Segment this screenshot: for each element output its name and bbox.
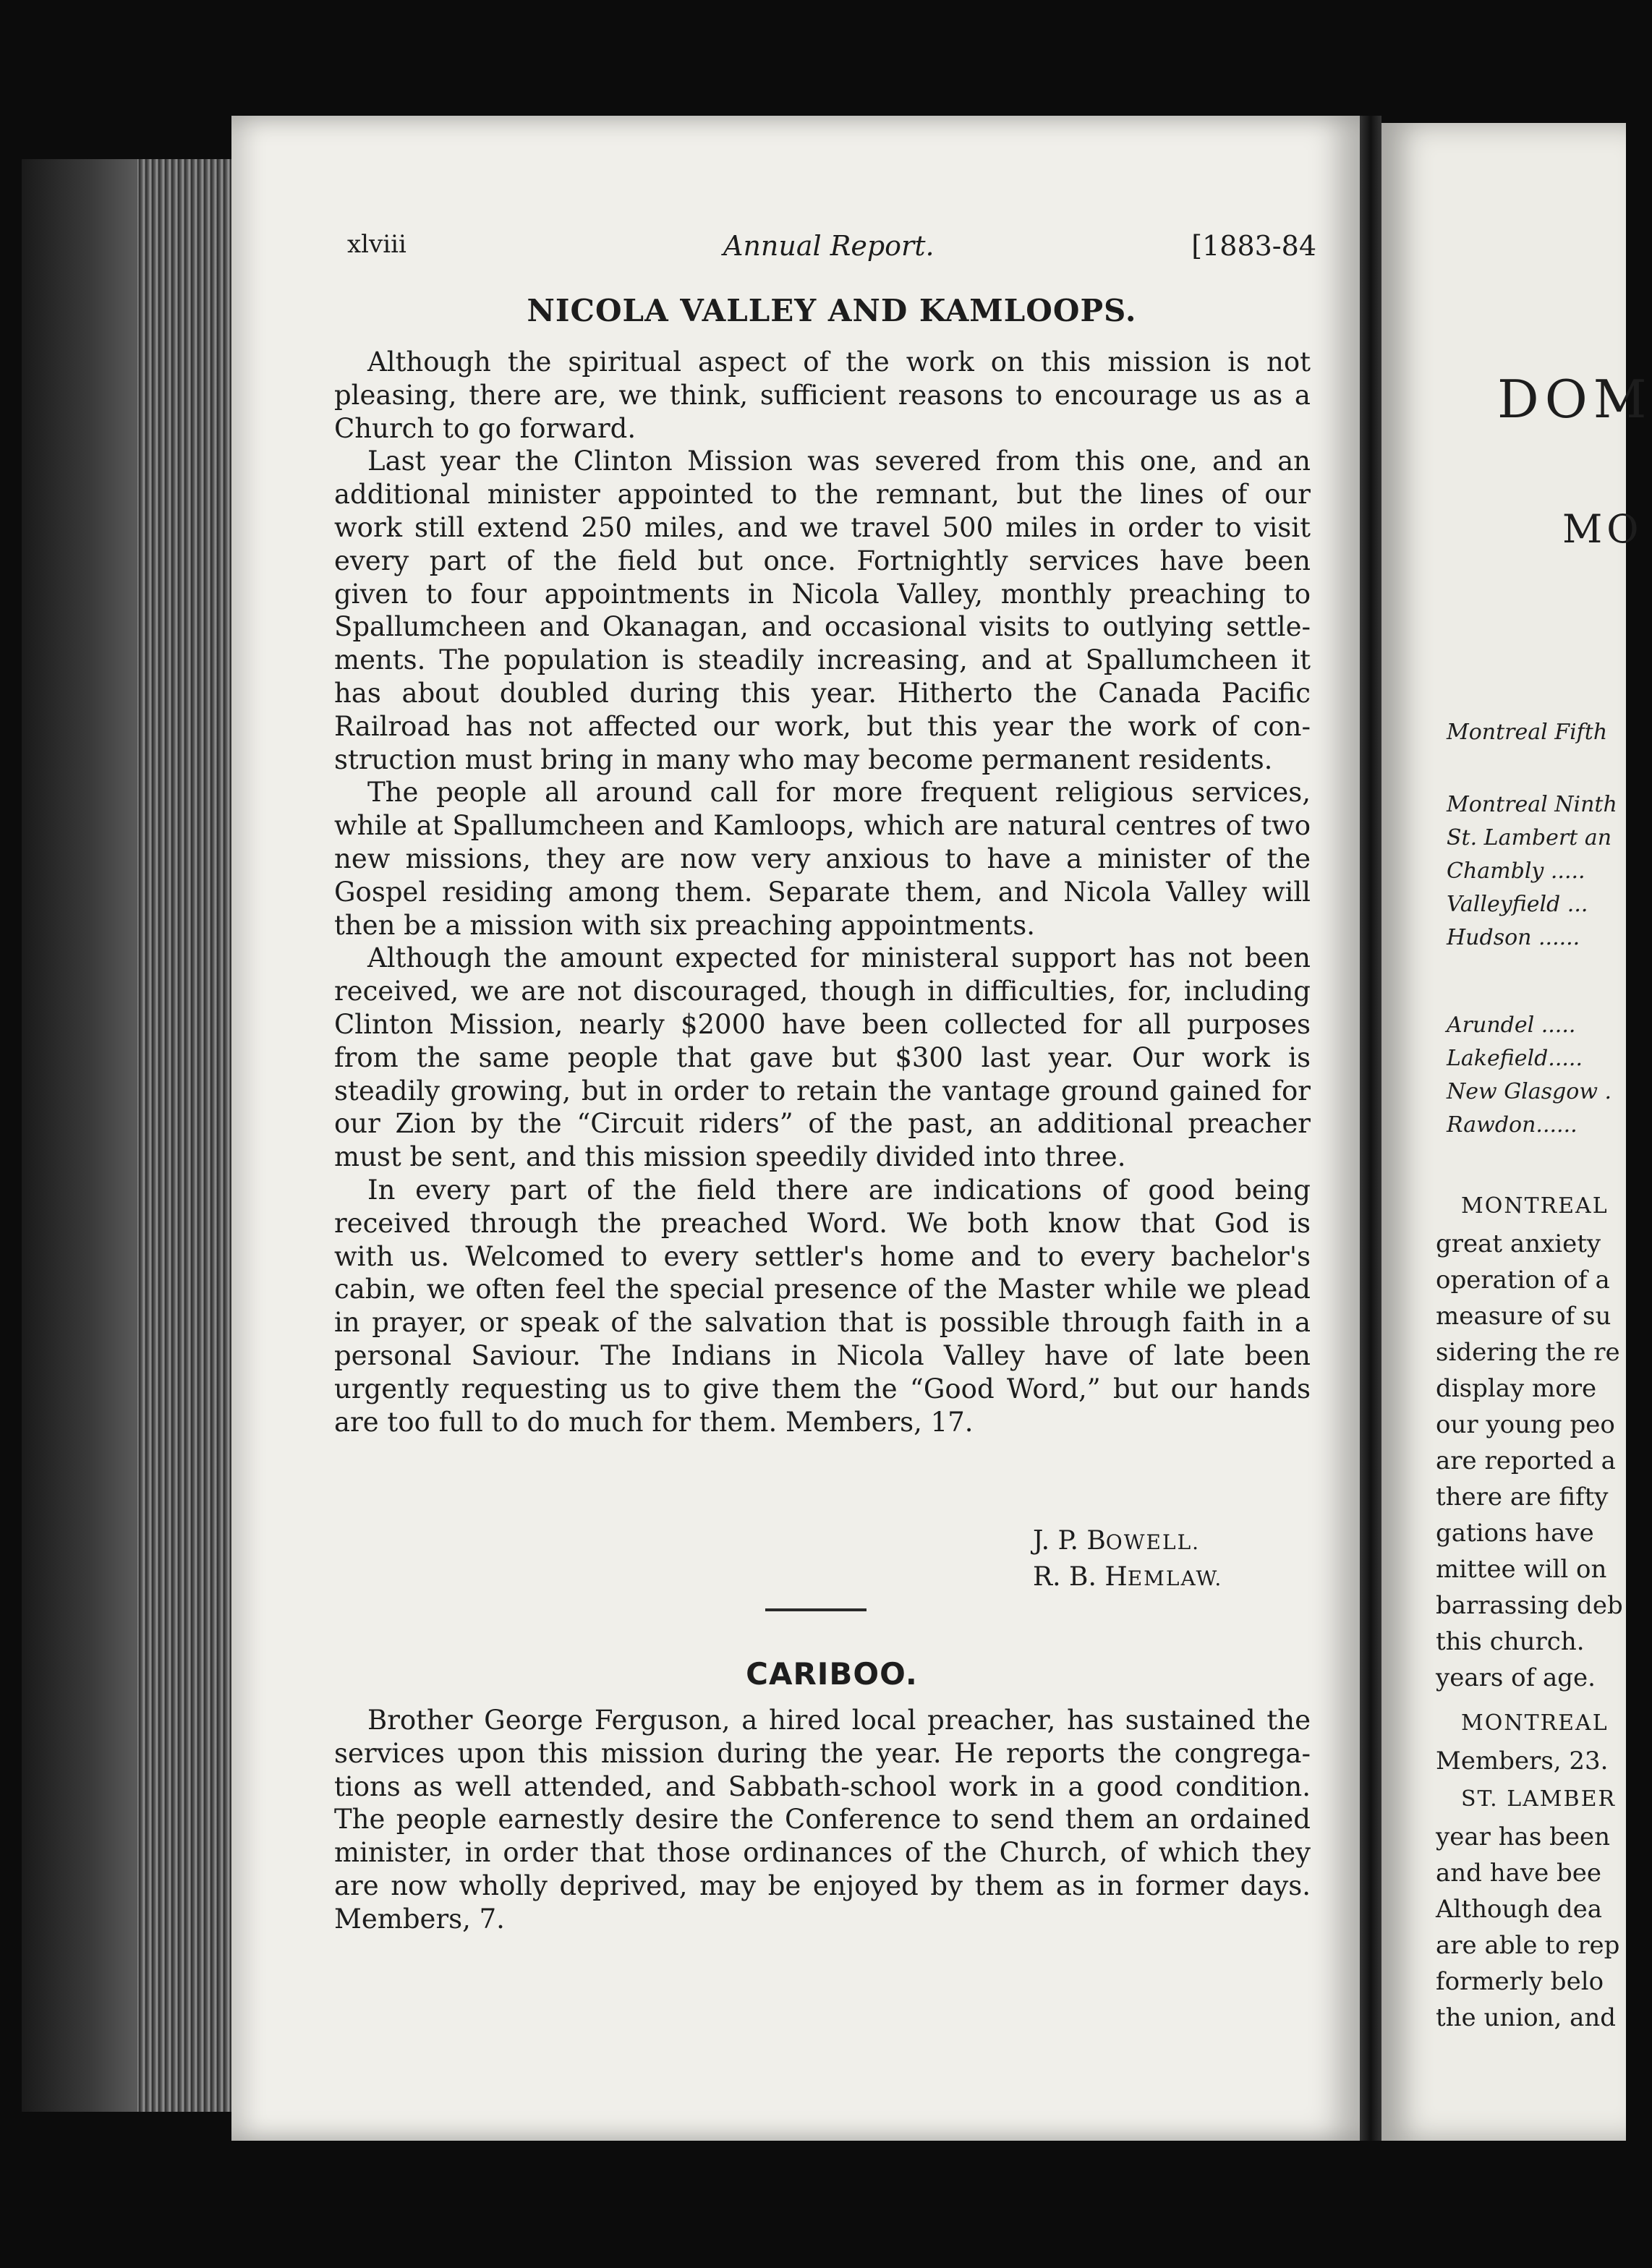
signature-surname: EMLAW. <box>1127 1566 1223 1590</box>
circuit-item: Arundel ..... <box>1447 1012 1576 1038</box>
right-page-heading: DOM <box>1497 369 1652 430</box>
circuit-item: Montreal Ninth <box>1447 792 1617 817</box>
text-line: every part of the field but once. Fortnightly services have been <box>334 545 1311 576</box>
text-line: Railroad has not affected our work, but this year the work of con- <box>334 710 1311 742</box>
signature-line <box>1033 1559 1322 1595</box>
paragraph-line: sidering the re <box>1436 1338 1620 1367</box>
text-line: minister, in order that those ordinances of the Church, of which they <box>334 1837 1311 1869</box>
text-line: Clinton Mission, nearly $2000 have been collected for all purposes <box>334 1008 1311 1040</box>
text-line: steadily growing, but in order to retain the vantage ground gained for <box>334 1075 1311 1107</box>
paragraph-line: formerly belo <box>1436 1967 1604 1996</box>
text-line: The people earnestly desire the Conference to send them an ordained <box>334 1804 1311 1836</box>
paragraph-line: MONTREAL <box>1461 1193 1609 1219</box>
signatures <box>1033 1523 1322 1595</box>
text-line: Last year the Clinton Mission was severed from this one, and an <box>367 446 1311 477</box>
circuit-item: Valleyfield ... <box>1447 892 1588 917</box>
text-line: Spallumcheen and Okanagan, and occasional visits to outlying settle- <box>334 611 1311 643</box>
paragraph-line: are reported a <box>1436 1446 1616 1475</box>
text-line: services upon this mission during the year. He reports the congrega- <box>334 1737 1311 1769</box>
text-line: in prayer, or speak of the salvation that is possible through faith in a <box>334 1307 1311 1339</box>
circuit-item: St. Lambert an <box>1447 825 1612 850</box>
paragraph-line: year has been <box>1436 1822 1610 1851</box>
text-line: Gospel residing among them. Separate them, and Nicola Valley will <box>334 876 1311 908</box>
text-line: while at Spallumcheen and Kamloops, which are natural centres of two <box>334 810 1311 842</box>
text-line: are too full to do much for them. Members, 17. <box>334 1406 974 1438</box>
signature-initials: J. P. B <box>1033 1526 1106 1556</box>
paragraph-line: gations have <box>1436 1519 1594 1548</box>
text-line: Members, 7. <box>334 1903 505 1935</box>
paragraph-line: and have bee <box>1436 1859 1602 1888</box>
text-line: ments. The population is steadily increasing, and at Spallumcheen it <box>334 644 1311 676</box>
text-line: Brother George Ferguson, a hired local preacher, has sustained the <box>367 1705 1311 1736</box>
text-line: Church to go forward. <box>334 412 636 444</box>
text-line: then be a mission with six preaching appointments. <box>334 909 1036 941</box>
text-line: pleasing, there are, we think, sufficient reasons to encourage us as a <box>334 379 1311 411</box>
running-head <box>347 230 1316 273</box>
paragraph-line: Members, 23. <box>1436 1747 1609 1775</box>
paragraph-line: display more <box>1436 1374 1597 1403</box>
text-line: Although the spiritual aspect of the work on this mission is not <box>367 346 1311 378</box>
text-line: additional minister appointed to the remnant, but the lines of our <box>334 479 1311 511</box>
section-heading-cariboo: CARIBOO. <box>746 1656 918 1692</box>
text-line: In every part of the field there are indications of good being <box>367 1174 1311 1206</box>
nicola-valley-body <box>334 346 1311 1438</box>
text-line: received, we are not discouraged, though in difficulties, for, including <box>334 976 1311 1007</box>
text-line: struction must bring in many who may become permanent residents. <box>334 743 1273 775</box>
paragraph-line: there are fifty <box>1436 1483 1609 1512</box>
text-line: new missions, they are now very anxious to have a minister of the <box>334 843 1311 874</box>
paragraph-line: the union, and <box>1436 2003 1617 2032</box>
section-heading-nicola-valley: NICOLA VALLEY AND KAMLOOPS. <box>527 293 1137 328</box>
paragraph-line: barrassing deb <box>1436 1591 1623 1620</box>
text-line: from the same people that gave but $300 last year. Our work is <box>334 1041 1311 1073</box>
paragraph-line: MONTREAL <box>1461 1710 1609 1736</box>
section-divider-rule <box>765 1608 867 1611</box>
text-line: cabin, we often feel the special presence of the Master while we plead <box>334 1274 1311 1305</box>
paragraph-line: years of age. <box>1436 1663 1596 1692</box>
text-line: our Zion by the “Circuit riders” of the past, an additional preacher <box>334 1108 1311 1140</box>
circuit-item: Hudson ...... <box>1447 925 1580 950</box>
book-gutter <box>1360 116 1381 2141</box>
circuit-item: Lakefield..... <box>1447 1046 1583 1071</box>
cariboo-body <box>334 1704 1311 1936</box>
text-line: with us. Welcomed to every settler's home and to every bachelor's <box>334 1240 1311 1272</box>
page-number: xlviii <box>347 230 406 259</box>
circuit-item: Rawdon...... <box>1447 1112 1578 1138</box>
paragraph-line: mittee will on <box>1436 1555 1607 1584</box>
signature-initials: R. B. H <box>1033 1562 1128 1592</box>
text-line: The people all around call for more frequent religious services, <box>367 777 1311 809</box>
paragraph-line: are able to rep <box>1436 1931 1620 1960</box>
paragraph-line: our young peo <box>1436 1410 1615 1439</box>
circuit-item: New Glasgow . <box>1447 1079 1612 1104</box>
text-line: are now wholly deprived, may be enjoyed by them as in former days. <box>334 1870 1311 1901</box>
text-line: tions as well attended, and Sabbath-school work in a good condition. <box>334 1770 1311 1802</box>
signature-surname: OWELL. <box>1105 1530 1201 1554</box>
text-line: has about doubled during this year. Hitherto the Canada Pacific <box>334 677 1311 709</box>
text-line: Although the amount expected for ministeral support has not been <box>367 942 1311 974</box>
year-range: [1883-84 <box>1191 230 1316 262</box>
right-page <box>1381 123 1652 2141</box>
paragraph-line: this church. <box>1436 1627 1585 1656</box>
text-line: given to four appointments in Nicola Valley, monthly preaching to <box>334 578 1311 610</box>
text-line: personal Saviour. The Indians in Nicola Valley have of late been <box>334 1339 1311 1371</box>
text-line: urgently requesting us to give them the “Good Word,” but our hands <box>334 1373 1311 1404</box>
paragraph-line: Although dea <box>1436 1895 1602 1924</box>
text-line: received through the preached Word. We both know that God is <box>334 1207 1311 1239</box>
text-line: must be sent, and this mission speedily divided into three. <box>334 1141 1126 1173</box>
text-line: work still extend 250 miles, and we travel 500 miles in order to visit <box>334 511 1311 543</box>
paragraph-line: great anxiety <box>1436 1229 1601 1258</box>
signature-line <box>1033 1523 1322 1559</box>
paragraph-line: ST. LAMBER <box>1461 1786 1617 1812</box>
running-title: Annual Report. <box>723 230 934 262</box>
circuit-item: Montreal Fifth <box>1447 720 1608 745</box>
paragraph-line: measure of su <box>1436 1302 1611 1331</box>
right-page-subheading: MO <box>1562 506 1643 552</box>
circuit-item: Chambly ..... <box>1447 858 1585 884</box>
paragraph-line: operation of a <box>1436 1266 1610 1295</box>
book-cover-edge <box>22 159 137 2112</box>
